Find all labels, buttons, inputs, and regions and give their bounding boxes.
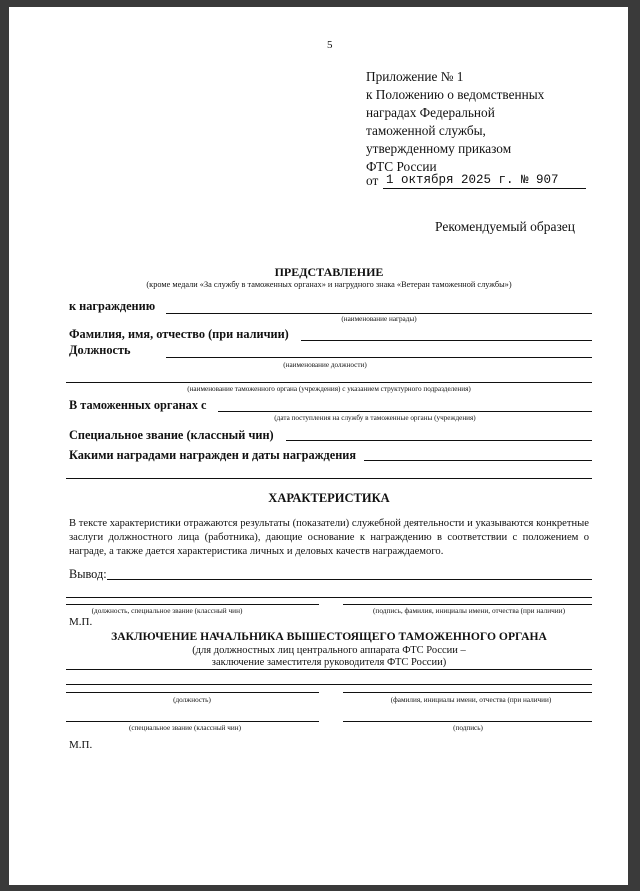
award-label: к награждению	[69, 299, 156, 313]
award-field[interactable]	[166, 313, 592, 314]
head-position-caption: (должность)	[173, 696, 211, 704]
appendix-line: таможенной службы,	[366, 123, 486, 138]
sample-label: Рекомендуемый образец	[435, 219, 576, 234]
rank-label: Специальное звание (классный чин)	[69, 428, 274, 442]
head-rank-caption: (специальное звание (классный чин)	[128, 724, 242, 732]
appendix-line: наградах Федеральной	[366, 105, 495, 120]
stamp-mark: М.П.	[69, 616, 93, 628]
page-number: 5	[327, 39, 333, 51]
form-title: ПРЕДСТАВЛЕНИЕ	[274, 265, 384, 279]
position-field[interactable]	[166, 357, 592, 358]
conclusion-field-2[interactable]	[66, 597, 592, 598]
awards-field[interactable]	[364, 460, 592, 461]
appendix-line: ФТС России	[366, 159, 437, 174]
sig-right-caption: (подпись, фамилия, инициалы имени, отчества (при наличии)	[372, 606, 566, 615]
sig-left-field[interactable]	[66, 604, 319, 605]
head-name-caption: (фамилия, инициалы имени, отчества (при наличии)	[390, 696, 552, 704]
sig-right-field[interactable]	[343, 604, 592, 605]
sig-left-caption: (должность, специальное звание (классный чин)	[91, 606, 243, 615]
stamp-mark: М.П.	[69, 739, 93, 751]
position-label: Должность	[69, 343, 131, 357]
head-conclusion-subtitle-2: заключение заместителя руководителя ФТС России)	[211, 657, 447, 668]
name-label: Фамилия, имя, отчество (при наличии)	[69, 327, 289, 341]
head-name-field[interactable]	[343, 692, 592, 693]
appendix-line: к Положению о ведомственных	[366, 87, 545, 102]
rank-field[interactable]	[286, 440, 592, 441]
awards-label: Какими наградами награжден и даты награждения	[69, 448, 357, 462]
characteristic-text: В тексте характеристики отражаются результаты (показатели) служебной деятельности и указываются конкретные заслуги должностного лица (работника), дающие основание к награждению в соответствии с положением о награде, а также дается характеристика личных и деловых качеств награждаемого.	[69, 518, 589, 557]
head-position-field[interactable]	[66, 692, 319, 693]
appendix-line: Приложение № 1	[366, 69, 464, 84]
form-subtitle: (кроме медали «За службу в таможенных органах» и нагрудного знака «Ветеран таможенной службы»)	[146, 280, 512, 289]
awards-field-2[interactable]	[66, 478, 592, 479]
order-underline	[383, 188, 586, 189]
head-signature-caption: (подпись)	[453, 724, 483, 732]
customs-since-field[interactable]	[218, 411, 592, 412]
org-field[interactable]	[66, 382, 592, 383]
conclusion-field[interactable]	[107, 579, 592, 580]
customs-since-label: В таможенных органах с	[69, 398, 207, 412]
org-caption: (наименование таможенного органа (учреждения) с указанием структурного подразделения)	[187, 385, 471, 393]
head-rank-field[interactable]	[66, 721, 319, 722]
conclusion-label: Вывод:	[69, 567, 107, 581]
position-caption: (наименование должности)	[283, 361, 367, 369]
order-prefix: от	[366, 173, 379, 188]
customs-since-caption: (дата поступления на службу в таможенные органы (учреждения)	[274, 414, 476, 422]
head-conclusion-subtitle-1: (для должностных лиц центрального аппарата ФТС России –	[192, 645, 466, 656]
name-field[interactable]	[301, 340, 592, 341]
head-signature-field[interactable]	[343, 721, 592, 722]
characteristic-title: ХАРАКТЕРИСТИКА	[268, 491, 390, 505]
appendix-line: утвержденному приказом	[366, 141, 512, 156]
document-page	[9, 7, 628, 885]
head-conclusion-field-2[interactable]	[66, 684, 592, 685]
head-conclusion-title: ЗАКЛЮЧЕНИЕ НАЧАЛЬНИКА ВЫШЕСТОЯЩЕГО ТАМОЖЕННОГО ОРГАНА	[111, 630, 547, 643]
award-caption: (наименование награды)	[341, 315, 417, 323]
order-date-number: 1 октября 2025 г. № 907	[386, 173, 559, 187]
head-conclusion-field-1[interactable]	[66, 669, 592, 670]
